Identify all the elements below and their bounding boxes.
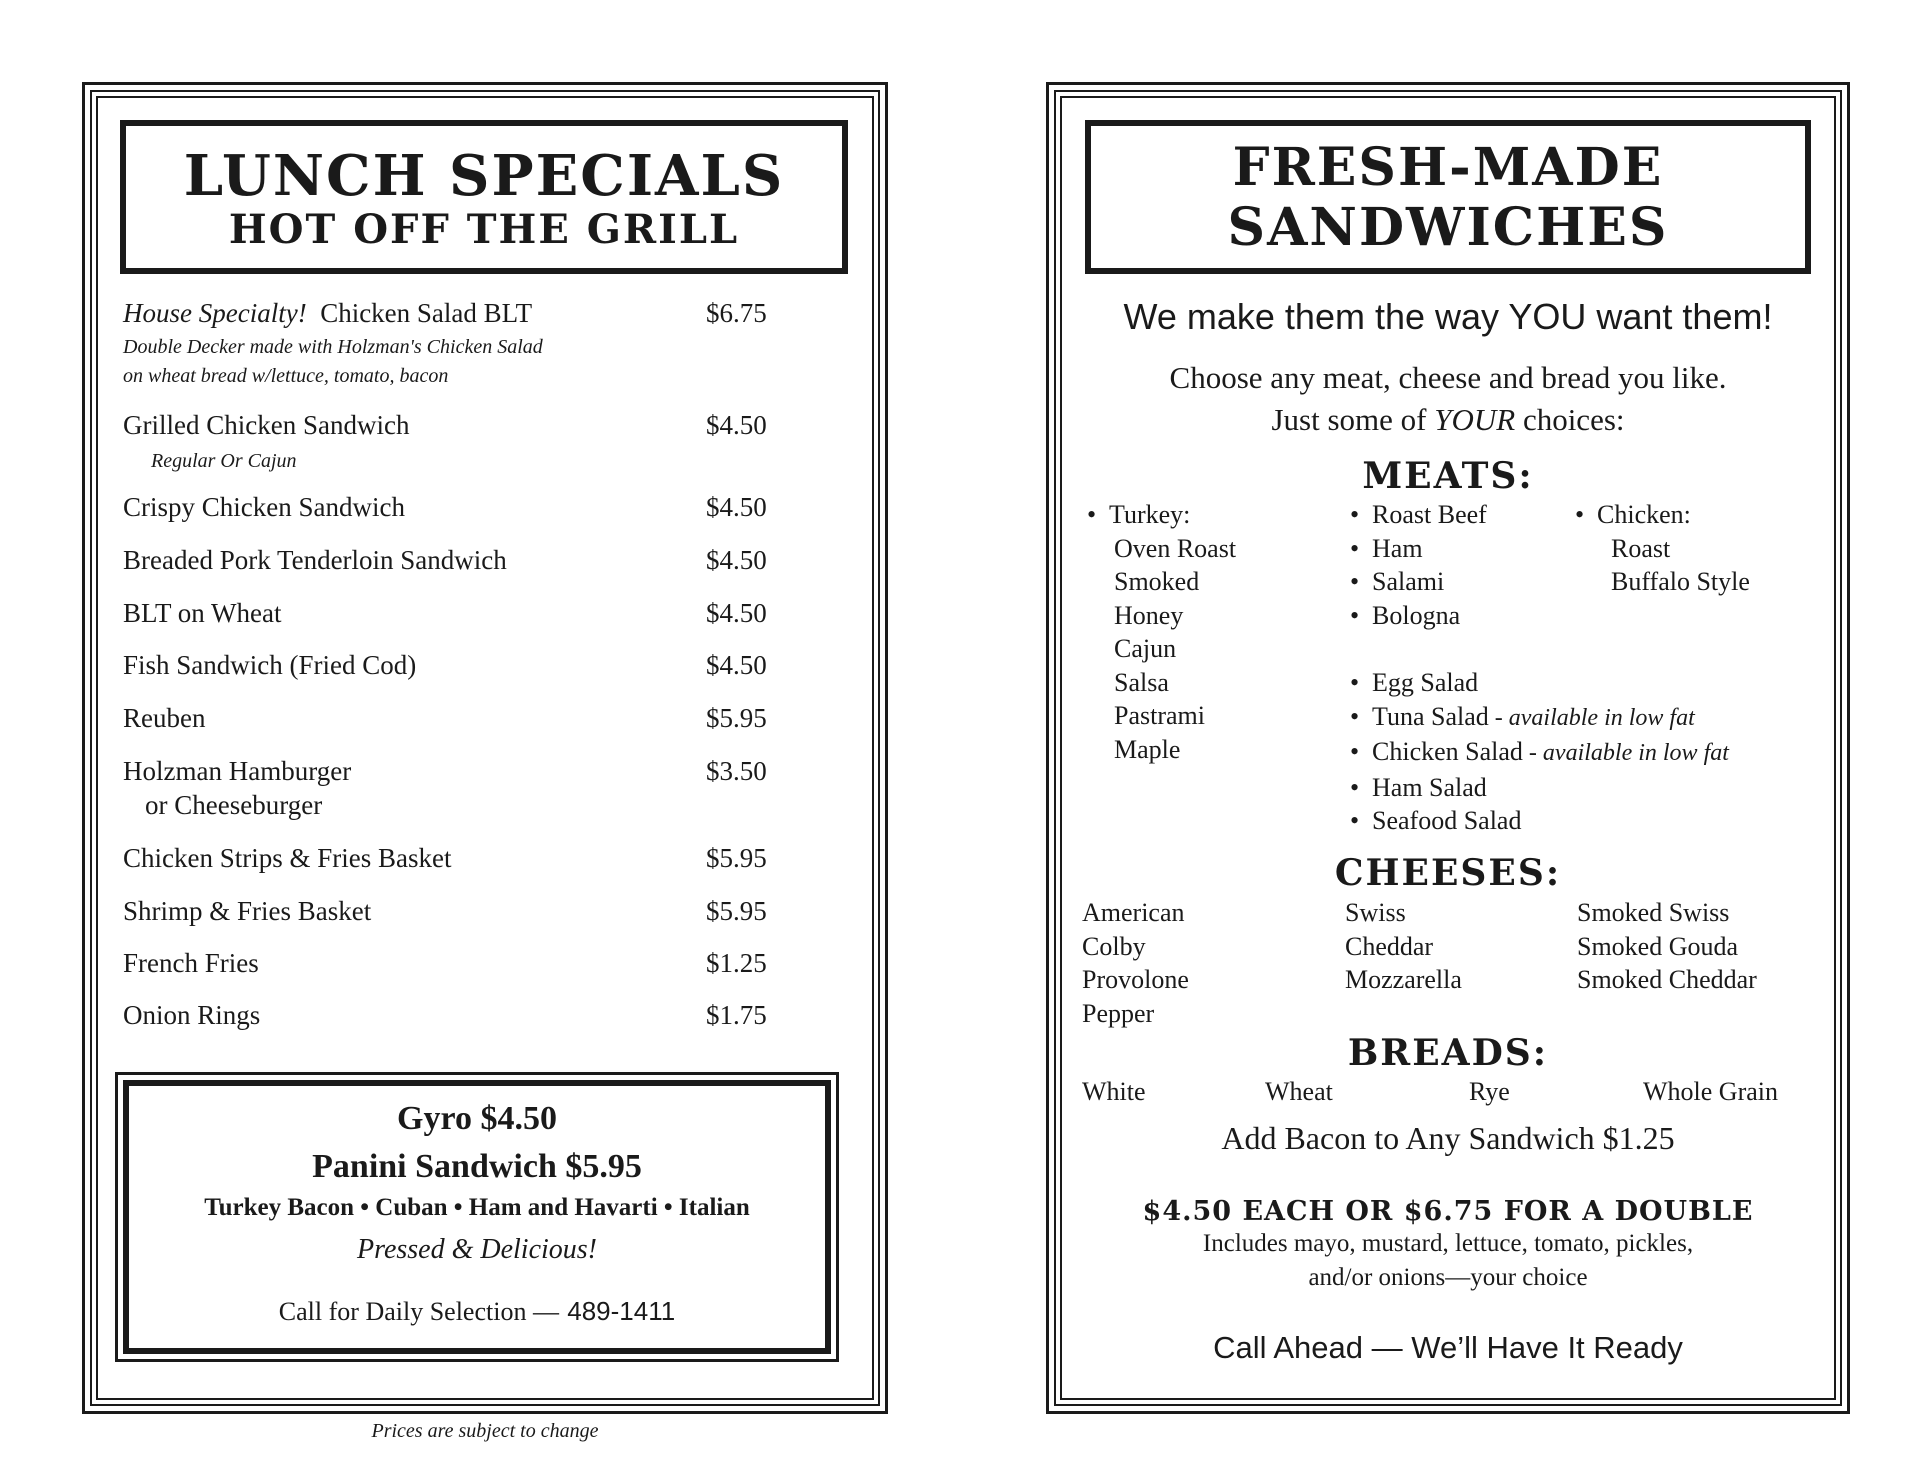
turkey-variety: Oven Roast — [1114, 533, 1237, 563]
meat-chicken: • Chicken: — [1575, 498, 1750, 532]
lunch-title: LUNCH SPECIALS — [183, 143, 785, 209]
cheese-item: Provolone — [1082, 965, 1189, 994]
chicken-variety: Buffalo Style — [1611, 567, 1750, 596]
cheese-item: Cheddar — [1345, 931, 1434, 961]
cheese-item: American — [1082, 898, 1185, 927]
phone-number: 489-1411 — [567, 1296, 676, 1326]
meats-heading: MEATS: — [1362, 455, 1534, 497]
menu-item: French Fries $1.25 — [123, 948, 767, 978]
menu-item: Grilled Chicken Sandwich $4.50 Regular Or Cajun — [123, 410, 773, 476]
cheeses-column-3 — [1577, 896, 1757, 997]
menu-item: House Specialty! Chicken Salad BLT $6.75 Double Decker made with Holzman's Chicken Salad on wheat bread w/lettuce, tomato, bacon — [123, 298, 773, 391]
salad-item: • Chicken Salad - available in low fat — [1350, 735, 1729, 771]
item-description: Regular Or Cajun — [151, 450, 297, 472]
item-price: $4.50 — [706, 650, 767, 680]
cheeses-column-1 — [1082, 896, 1189, 1030]
cheese-item: Smoked Gouda — [1577, 931, 1739, 961]
meats-column-chicken — [1575, 498, 1750, 599]
turkey-variety: Maple — [1114, 734, 1181, 764]
menu-item: Fish Sandwich (Fried Cod) $4.50 — [123, 650, 767, 680]
item-price: $5.95 — [706, 843, 767, 873]
item-description: Double Decker made with Holzman's Chicken Salad — [123, 336, 543, 358]
cheese-item: Smoked Swiss — [1577, 898, 1730, 927]
item-description: on wheat bread w/lettuce, tomato, bacon — [123, 365, 449, 387]
lunch-specials-title-box — [120, 120, 848, 274]
sandwiches-title-box — [1085, 120, 1811, 274]
cheese-item: Mozzarella — [1345, 965, 1462, 994]
panini-tagline: Pressed & Delicious! — [356, 1234, 598, 1265]
item-price: $5.95 — [706, 896, 767, 926]
menu-item: Shrimp & Fries Basket $5.95 — [123, 896, 767, 926]
salad-item: • Tuna Salad - available in low fat — [1350, 700, 1729, 736]
includes-line-2: and/or onions—your choice — [1308, 1264, 1588, 1291]
breads-heading: BREADS: — [1347, 1032, 1549, 1074]
menu-item: Chicken Strips & Fries Basket $5.95 — [123, 843, 767, 873]
meat-item: • Roast Beef — [1350, 498, 1487, 532]
item-price: $4.50 — [706, 410, 767, 440]
bread-item: Whole Grain — [1643, 1077, 1779, 1106]
item-price: $4.50 — [706, 598, 767, 628]
cheeses-heading: CHEESES: — [1334, 852, 1562, 894]
turkey-variety: Honey — [1114, 600, 1184, 630]
turkey-variety: Smoked — [1114, 567, 1200, 596]
salad-item: • Egg Salad — [1350, 666, 1729, 700]
lunch-subtitle: HOT OFF THE GRILL — [228, 206, 740, 253]
gyro-line: Gyro $4.50 — [397, 1100, 557, 1137]
cheeses-column-2 — [1345, 896, 1462, 997]
turkey-variety: Cajun — [1114, 634, 1177, 663]
includes-line-1: Includes mayo, mustard, lettuce, tomato, pickles, — [1202, 1230, 1694, 1257]
prices-footnote: Prices are subject to change — [371, 1420, 599, 1442]
item-price: $3.50 — [706, 756, 767, 786]
turkey-variety: Salsa — [1114, 667, 1169, 697]
item-price: $6.75 — [706, 298, 767, 328]
item-price: $5.95 — [706, 703, 767, 733]
meat-item: • Salami — [1350, 565, 1487, 599]
sandwiches-intro: We make them the way YOU want them! — [1123, 296, 1773, 337]
call-ahead-line: Call Ahead — We’ll Have It Ready — [1213, 1330, 1683, 1365]
salad-item: • Seafood Salad — [1350, 804, 1729, 838]
salads-list — [1350, 666, 1729, 838]
daily-selection-line: Call for Daily Selection — 489-1411 — [278, 1296, 676, 1326]
item-price: $4.50 — [706, 545, 767, 575]
cheese-item: Swiss — [1345, 898, 1406, 927]
choose-line: Choose any meat, cheese and bread you like. — [1169, 360, 1727, 395]
cheese-item: Smoked Cheddar — [1577, 965, 1757, 994]
item-price: $4.50 — [706, 492, 767, 522]
item-price: $1.25 — [706, 948, 767, 978]
chicken-variety: Roast — [1611, 533, 1671, 563]
menu-item: BLT on Wheat $4.50 — [123, 598, 767, 628]
item-price: $1.75 — [706, 1000, 767, 1030]
bread-item: White — [1082, 1077, 1146, 1106]
sandwich-price-line: $4.50 EACH OR $6.75 FOR A DOUBLE — [1142, 1196, 1754, 1227]
menu-item: Crispy Chicken Sandwich $4.50 — [123, 492, 767, 522]
menu-item: Holzman Hamburger or Cheeseburger $3.50 — [123, 756, 767, 820]
cheese-item: Pepper — [1082, 998, 1155, 1028]
turkey-variety: Pastrami — [1114, 701, 1205, 730]
cheese-item: Colby — [1082, 931, 1146, 961]
bread-item: Rye — [1469, 1077, 1510, 1106]
meats-column-turkey — [1087, 498, 1236, 766]
bread-item: Wheat — [1265, 1077, 1333, 1106]
panini-line: Panini Sandwich $5.95 — [312, 1148, 642, 1185]
choices-line: Just some of YOUR choices: — [1271, 402, 1625, 437]
menu-item: Breaded Pork Tenderloin Sandwich $4.50 — [123, 545, 767, 575]
panini-varieties: Turkey Bacon • Cuban • Ham and Havarti • Italian — [204, 1194, 750, 1221]
add-bacon-line: Add Bacon to Any Sandwich $1.25 — [1221, 1120, 1675, 1156]
sandwiches-title-line2: SANDWICHES — [1227, 197, 1669, 258]
meats-column-2 — [1350, 498, 1487, 632]
meat-turkey: • Turkey: — [1087, 498, 1236, 532]
salad-item: • Ham Salad — [1350, 771, 1729, 805]
meat-item: • Ham — [1350, 532, 1487, 566]
sandwiches-title-line1: FRESH-MADE — [1232, 137, 1664, 198]
menu-item: Reuben $5.95 — [123, 703, 767, 733]
meat-item: • Bologna — [1350, 599, 1487, 633]
menu-item: Onion Rings $1.75 — [123, 1000, 767, 1030]
